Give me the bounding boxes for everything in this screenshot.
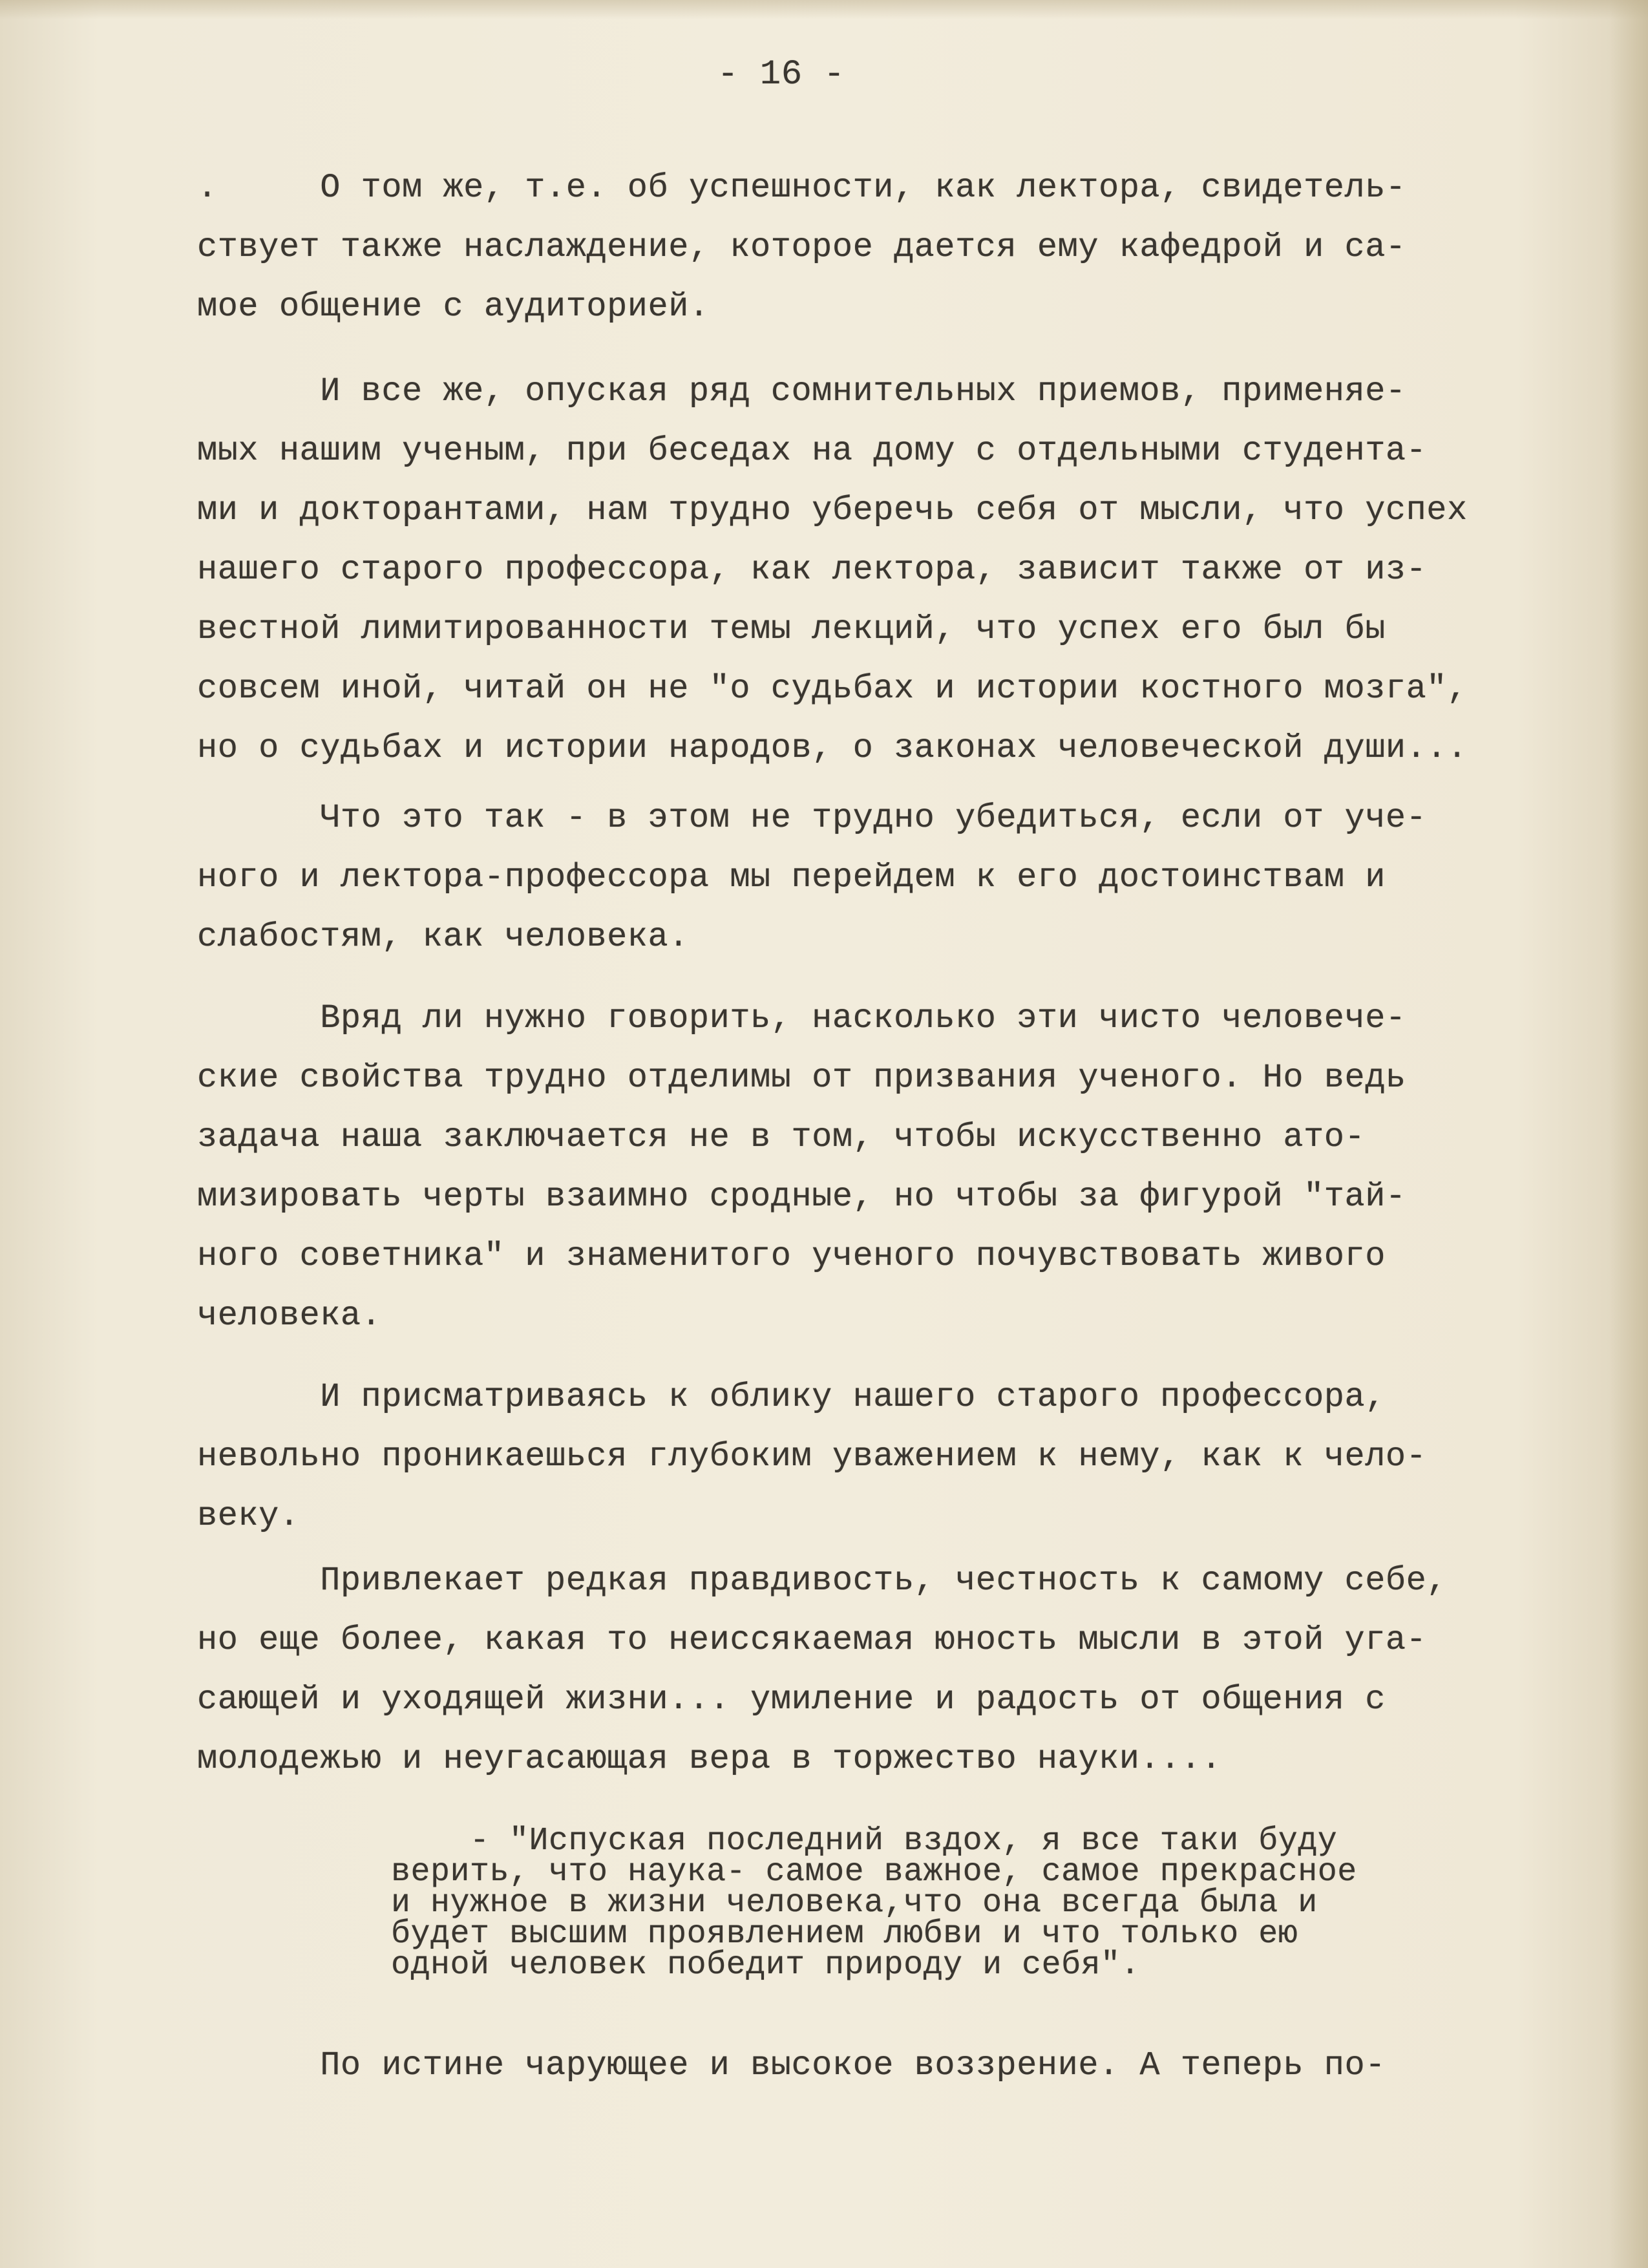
paragraph-6-line-1: Привлекает редкая правдивость, честность к самому себе, [197, 1562, 1448, 1600]
paragraph-3-line-2: ного и лектора-профессора мы перейдем к его достоинствам и [197, 858, 1386, 896]
paragraph-2-line-3: ми и докторантами, нам трудно уберечь себя от мысли, что успех [197, 491, 1468, 529]
page-number: - 16 - [717, 55, 845, 94]
quote-line-4: будет высшим проявлением любви и что только ею [391, 1916, 1298, 1953]
paragraph-7-line-1: По истине чарующее и высокое воззрение. А теперь по- [197, 2046, 1386, 2084]
paragraph-6-line-2: но еще более, какая то неиссякаемая юность мысли в этой уга- [197, 1621, 1427, 1659]
paragraph-4-line-6: человека. [197, 1297, 382, 1335]
bottom-margin [0, 2185, 1648, 2268]
paragraph-5-line-3: веку. [197, 1497, 300, 1535]
paragraph-1-line-2: ствует также наслаждение, которое дается ему кафедрой и са- [197, 228, 1406, 266]
paragraph-4-line-5: ного советника" и знаменитого ученого почувствовать живого [197, 1237, 1386, 1275]
paragraph-1-line-1: . О том же, т.е. об успешности, как лектора, свидетель- [197, 169, 1406, 207]
paper-top-shadow [0, 0, 1648, 19]
quote-line-2: верить, что наука- самое важное, самое прекрасное [391, 1854, 1357, 1891]
paragraph-4-line-2: ские свойства трудно отделимы от призвания ученого. Но ведь [197, 1059, 1406, 1097]
paragraph-4-line-1: Вряд ли нужно говорить, насколько эти чисто человече- [197, 999, 1406, 1037]
quote-line-1: - "Испуская последний вздох, я все таки буду [391, 1823, 1338, 1860]
paragraph-2-line-6: совсем иной, читай он не "о судьбах и истории костного мозга", [197, 670, 1468, 708]
paragraph-2-line-4: нашего старого профессора, как лектора, зависит также от из- [197, 551, 1427, 589]
paragraph-5-line-1: И присматриваясь к облику нашего старого профессора, [197, 1378, 1386, 1416]
paragraph-4-line-4: мизировать черты взаимно сродные, но чтобы за фигурой "тай- [197, 1178, 1406, 1216]
paper-right-edge-shadow [1609, 0, 1648, 2268]
paragraph-2-line-5: вестной лимитированности темы лекций, что успех его был бы [197, 610, 1386, 648]
paragraph-5-line-2: невольно проникаешься глубоким уважением к нему, как к чело- [197, 1437, 1427, 1476]
paragraph-4-line-3: задача наша заключается не в том, чтобы искусственно ато- [197, 1118, 1366, 1156]
paragraph-2-line-7: но о судьбах и истории народов, о законах человеческой души... [197, 729, 1468, 767]
paragraph-2-line-1: И все же, опуская ряд сомнительных приемов, применяе- [197, 372, 1406, 410]
paragraph-2-line-2: мых нашим ученым, при беседах на дому с отдельными студента- [197, 432, 1427, 470]
paragraph-3-line-3: слабостям, как человека. [197, 918, 689, 956]
quote-line-3: и нужное в жизни человека,что она всегда была и [391, 1885, 1318, 1922]
quote-line-5: одной человек победит природу и себя". [391, 1947, 1141, 1984]
paragraph-3-line-1: Что это так - в этом не трудно убедиться, если от уче- [197, 799, 1427, 837]
paragraph-6-line-4: молодежью и неугасающая вера в торжество науки.... [197, 1740, 1222, 1778]
paragraph-6-line-3: сающей и уходящей жизни... умиление и радость от общения с [197, 1680, 1386, 1719]
paragraph-1-line-3: мое общение с аудиторией. [197, 288, 710, 326]
